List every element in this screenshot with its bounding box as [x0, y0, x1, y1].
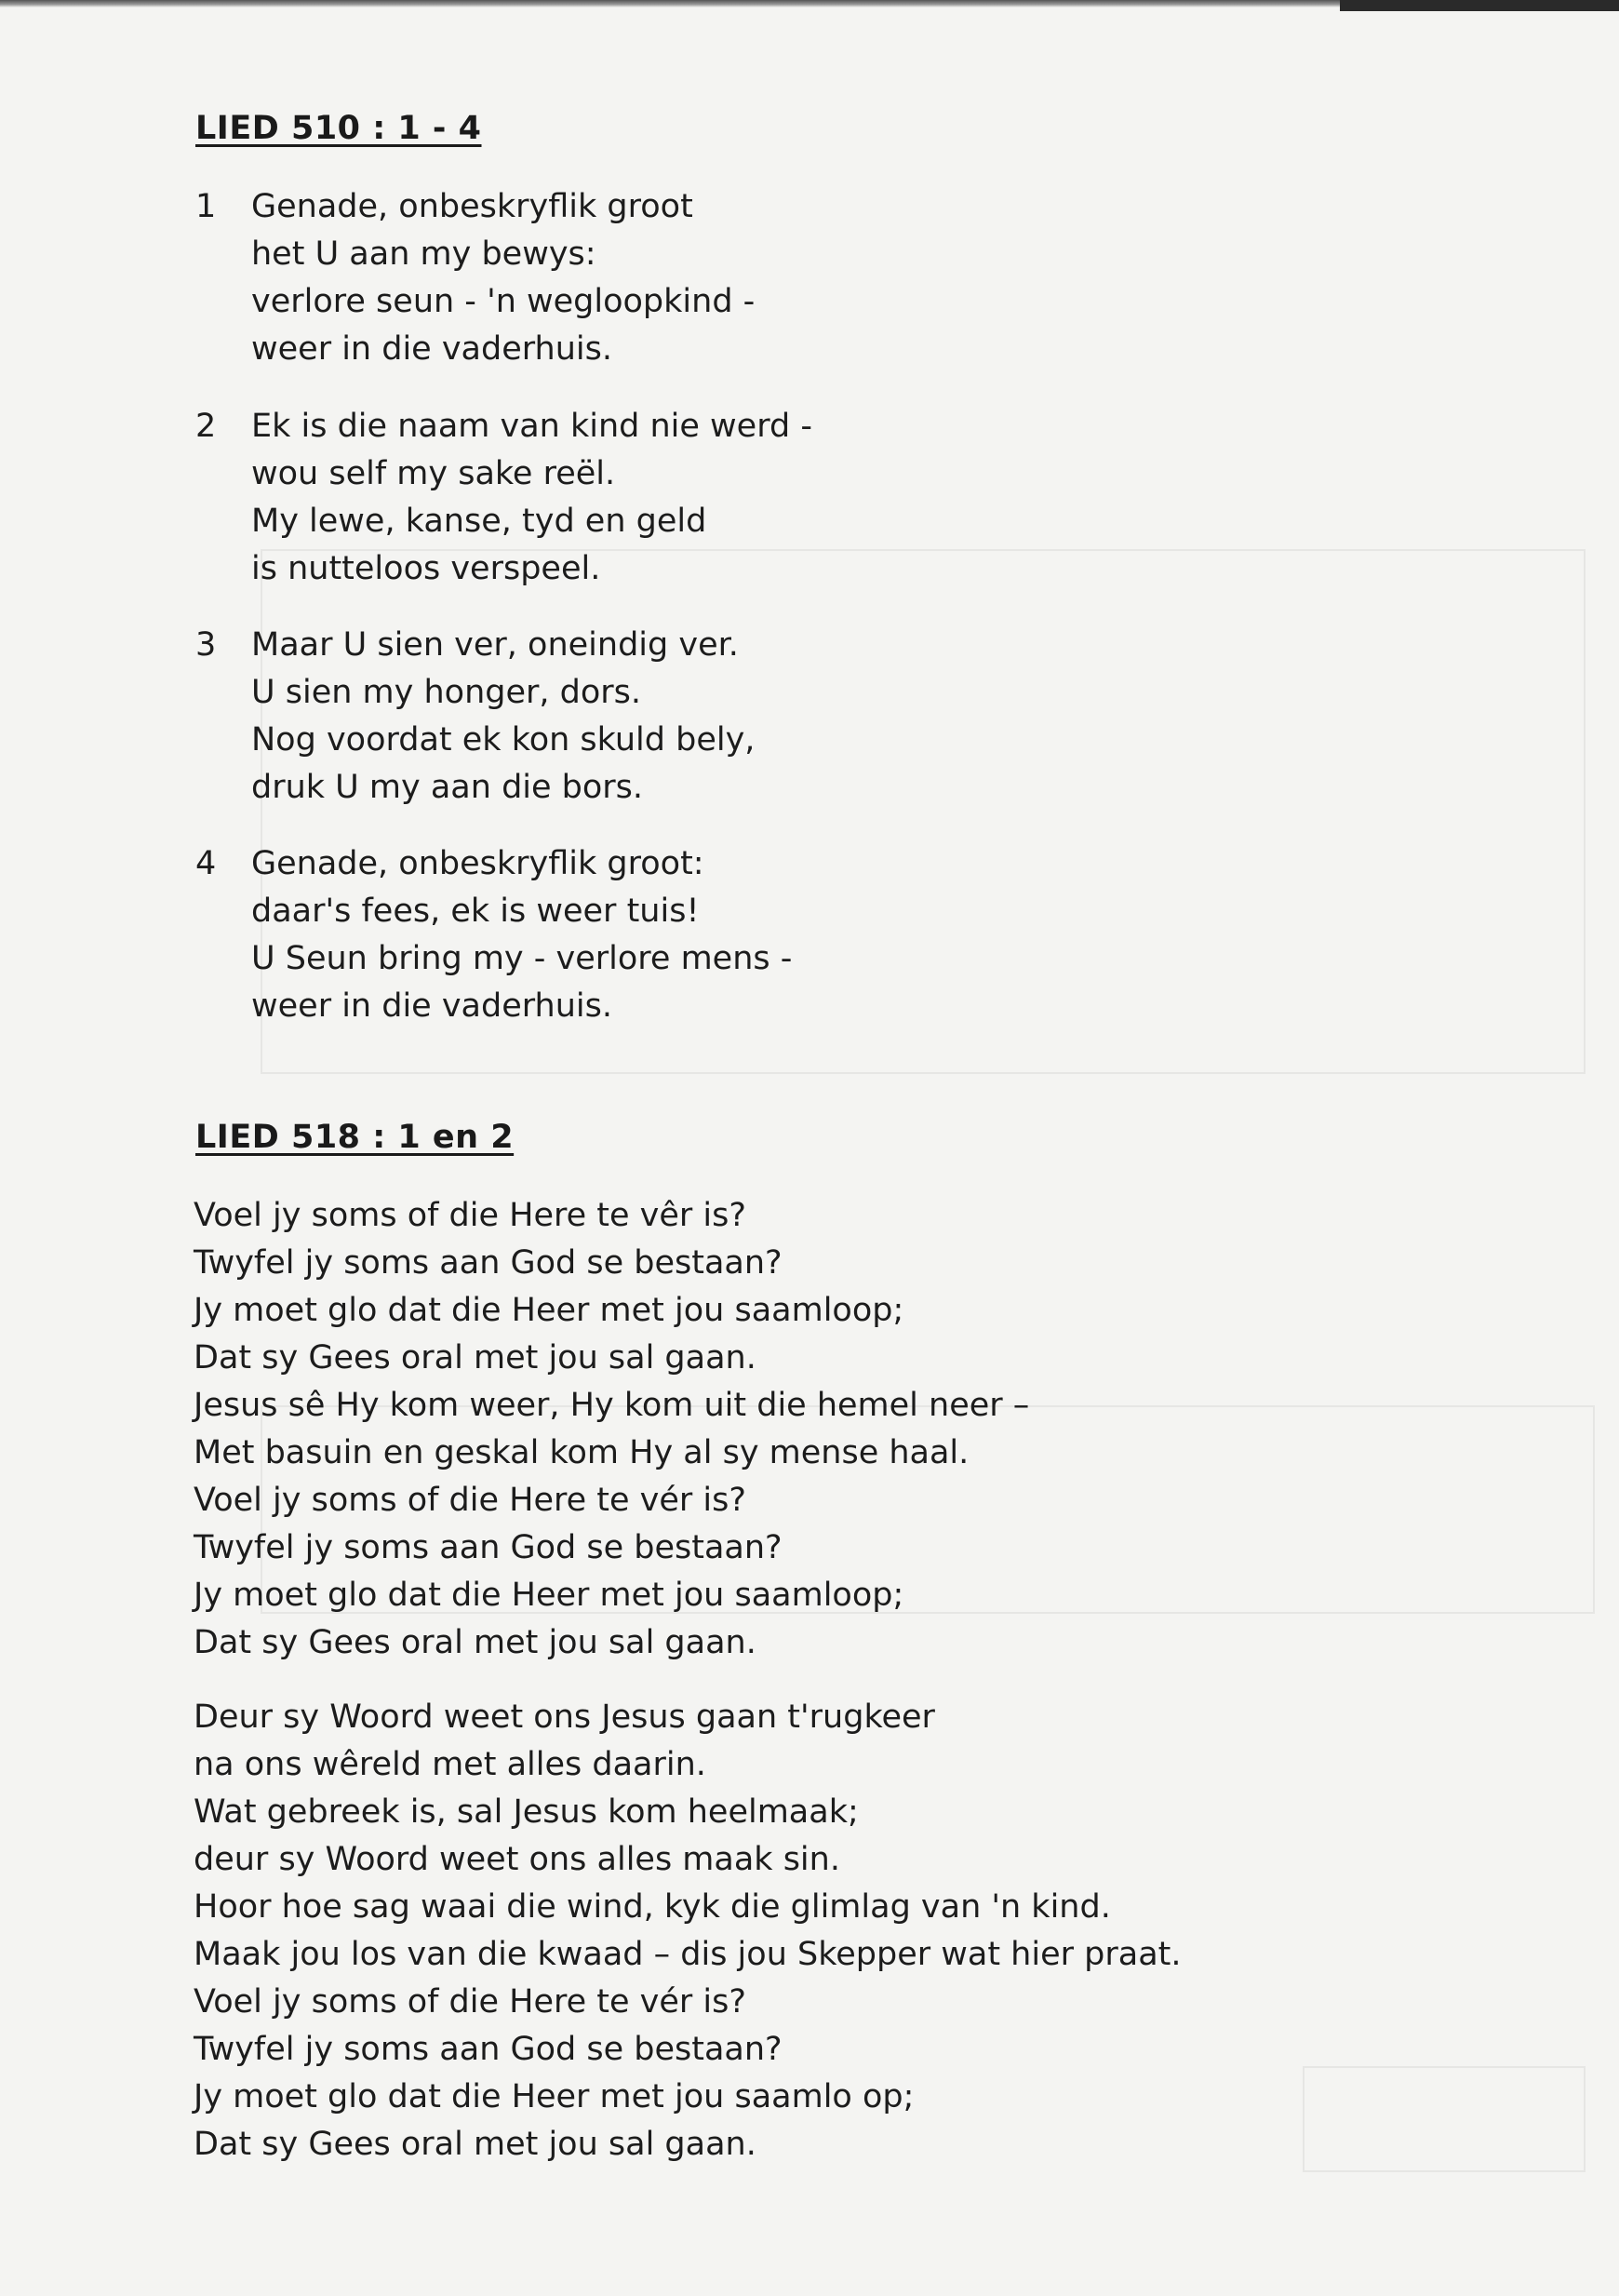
verse-line: U Seun bring my - verlore mens - [251, 940, 793, 977]
verse-number: 3 [195, 626, 217, 664]
stanza-line: Voel jy soms of die Here te vêr is? [194, 1197, 746, 1234]
verse-line: Maar U sien ver, oneindig ver. [251, 626, 739, 664]
stanza-line: Hoor hoe sag waai die wind, kyk die glimlag van 'n kind. [194, 1888, 1111, 1926]
stanza-line: Wat gebreek is, sal Jesus kom heelmaak; [194, 1793, 859, 1831]
song2-stanza-1 [194, 1192, 1029, 1667]
verse-line: My lewe, kanse, tyd en geld [251, 503, 707, 540]
stanza-line: Twyfel jy soms aan God se bestaan? [194, 1529, 783, 1566]
verse-line: weer in die vaderhuis. [251, 987, 612, 1025]
verse-line: Ek is die naam van kind nie werd - [251, 408, 812, 445]
verse-line: U sien my honger, dors. [251, 674, 642, 711]
stanza-line: Jy moet glo dat die Heer met jou saamlo op; [194, 2078, 915, 2115]
stanza-line: Dat sy Gees oral met jou sal gaan. [194, 1624, 756, 1661]
stanza-line: Met basuin en geskal kom Hy al sy mense haal. [194, 1434, 970, 1471]
verse-line: weer in die vaderhuis. [251, 330, 612, 368]
stanza-line: deur sy Woord weet ons alles maak sin. [194, 1841, 840, 1878]
verse-line: wou self my sake reël. [251, 455, 616, 492]
verse-line: druk U my aan die bors. [251, 769, 644, 806]
stanza-line: Maak jou los van die kwaad – dis jou Skepper wat hier praat. [194, 1936, 1182, 1973]
verse-line: daar's fees, ek is weer tuis! [251, 893, 700, 930]
stanza-line: Twyfel jy soms aan God se bestaan? [194, 1244, 783, 1282]
song2-heading: LIED 518 : 1 en 2 [195, 1119, 515, 1156]
verse-line: Nog voordat ek kon skuld bely, [251, 721, 756, 759]
stanza-line: Dat sy Gees oral met jou sal gaan. [194, 1339, 756, 1376]
song2-stanza-2 [194, 1694, 1181, 2168]
verse-line: Genade, onbeskryflik groot: [251, 845, 704, 882]
stanza-line: Deur sy Woord weet ons Jesus gaan t'rugkeer [194, 1699, 935, 1736]
verse-line: het U aan my bewys: [251, 235, 596, 273]
stanza-line: Jy moet glo dat die Heer met jou saamloop; [194, 1577, 904, 1614]
verse-number: 4 [195, 845, 217, 882]
verse-line: Genade, onbeskryflik groot [251, 188, 693, 225]
stanza-line: Dat sy Gees oral met jou sal gaan. [194, 2126, 756, 2163]
verse-number: 2 [195, 408, 217, 445]
stanza-line: Voel jy soms of die Here te vér is? [194, 1482, 746, 1519]
stanza-line: Twyfel jy soms aan God se bestaan? [194, 2031, 783, 2068]
verse-line: is nutteloos verspeel. [251, 550, 601, 587]
stanza-line: Jy moet glo dat die Heer met jou saamloop; [194, 1292, 904, 1329]
song1-heading: LIED 510 : 1 - 4 [195, 110, 482, 147]
stanza-line: na ons wêreld met alles daarin. [194, 1746, 706, 1783]
verse-line: verlore seun - 'n wegloopkind - [251, 283, 756, 320]
stanza-line: Voel jy soms of die Here te vér is? [194, 1983, 746, 2021]
verse-number: 1 [195, 188, 217, 225]
stanza-line: Jesus sê Hy kom weer, Hy kom uit die hemel neer – [194, 1387, 1030, 1424]
